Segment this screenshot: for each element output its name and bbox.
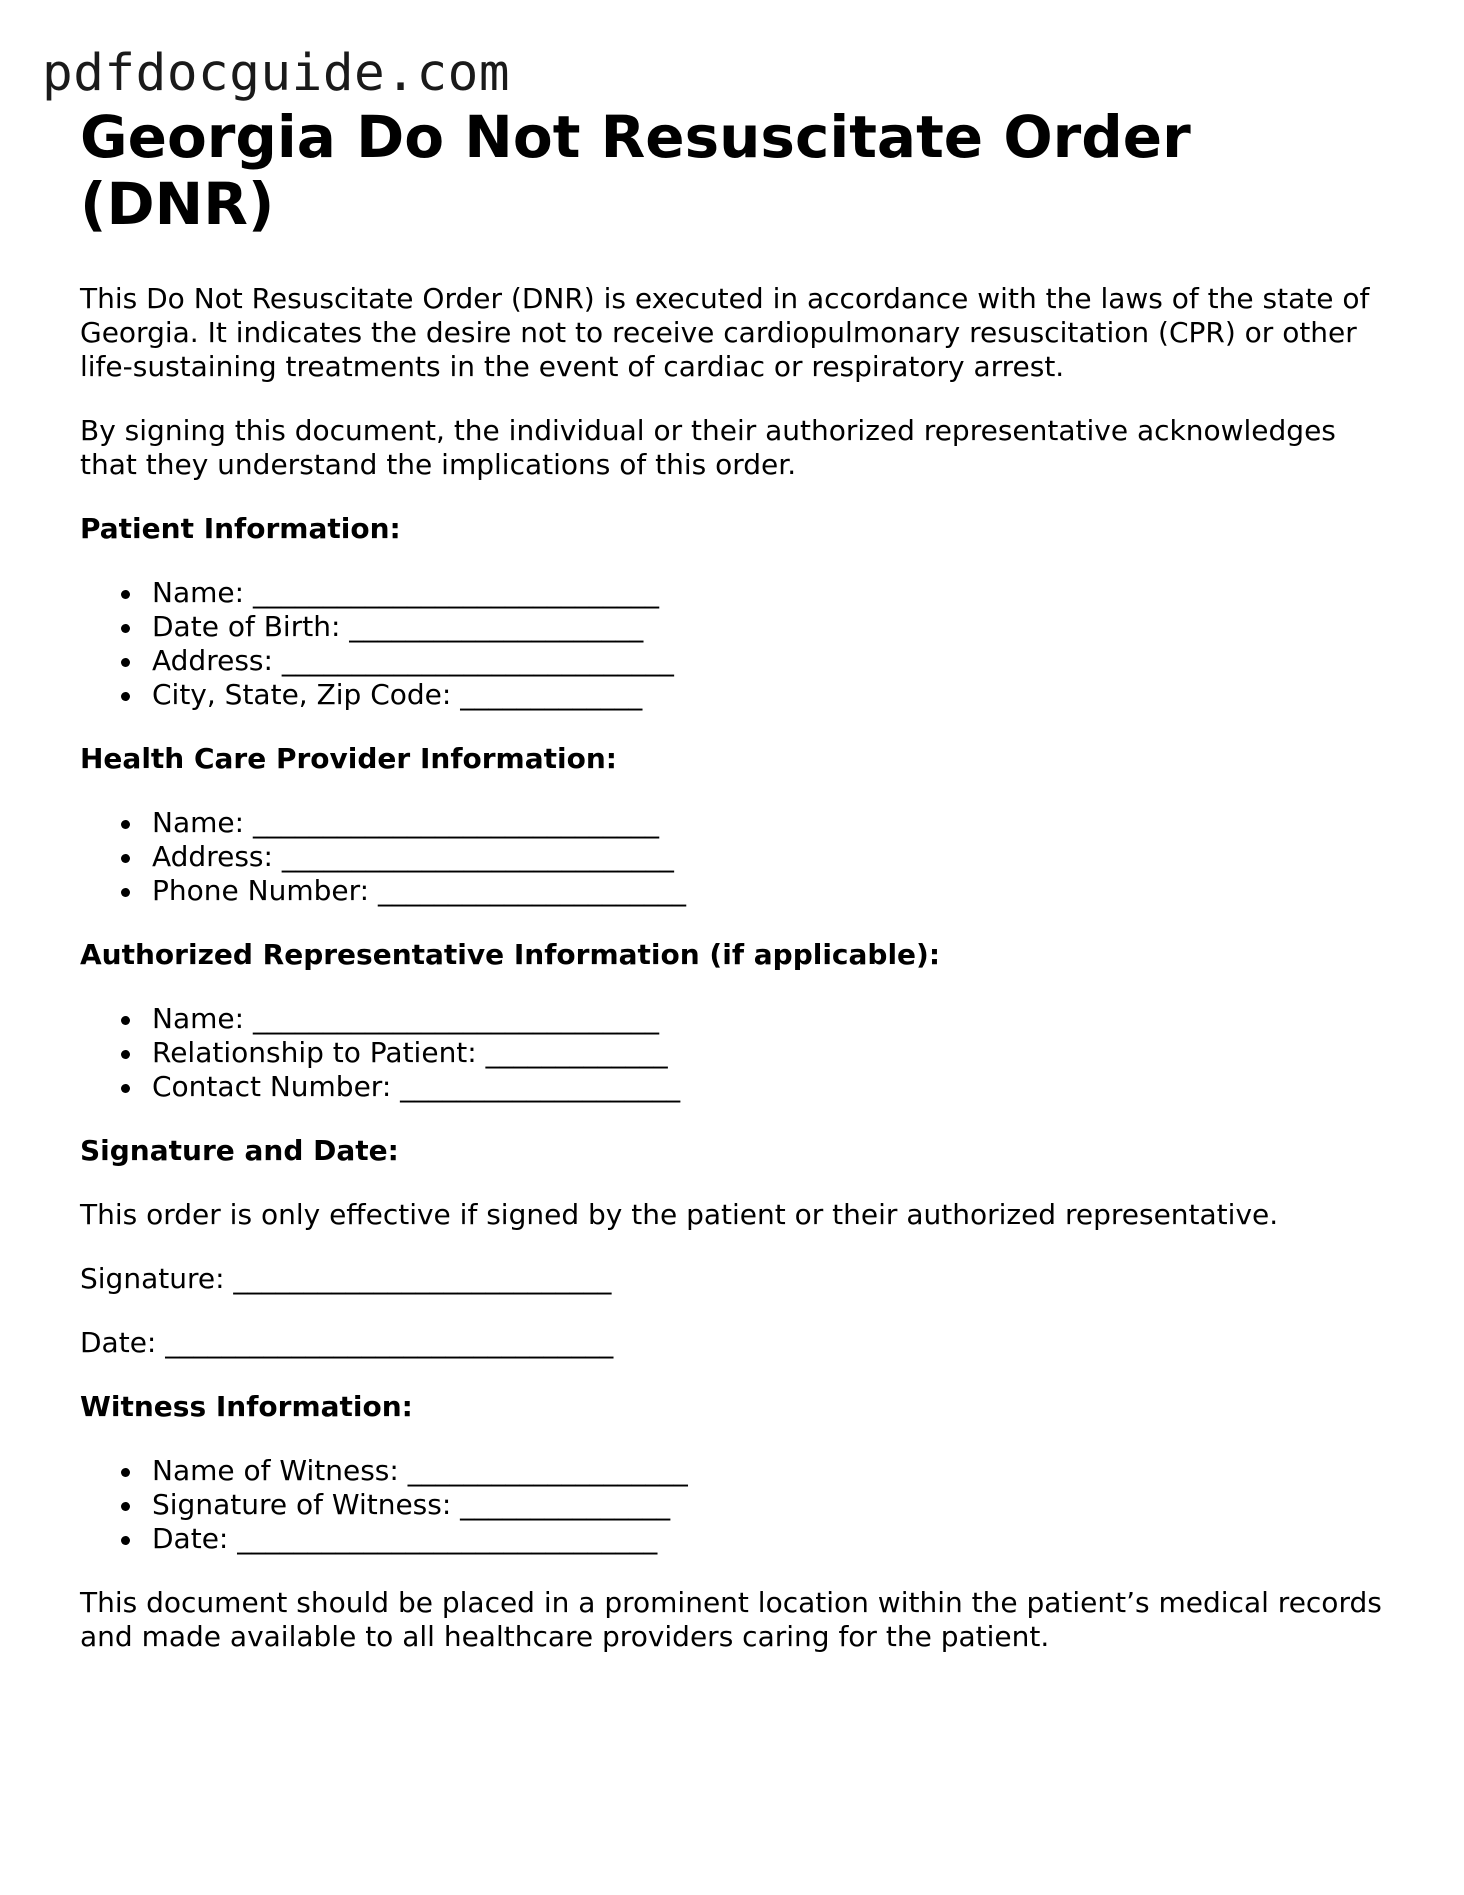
representative-info-list [80, 1002, 1400, 1104]
representative-relationship-field: Relationship to Patient: _____________ [152, 1036, 1400, 1070]
bullet-icon [121, 1468, 130, 1477]
witness-signature-field: Signature of Witness: _______________ [152, 1488, 1400, 1522]
patient-name-field: Name: _____________________________ [152, 576, 1400, 610]
patient-section-heading: Patient Information: [80, 512, 401, 545]
patient-dob-field: Date of Birth: _____________________ [152, 610, 1400, 644]
bullet-icon [121, 590, 130, 599]
bullet-icon [121, 1084, 130, 1093]
signature-section-heading: Signature and Date: [80, 1134, 399, 1167]
witness-section-heading: Witness Information: [80, 1390, 413, 1423]
bullet-icon [121, 820, 130, 829]
intro-paragraph: This Do Not Resuscitate Order (DNR) is executed in accordance with the laws of the state of Georgia. It indicates the desire not to receive cardiopulmonary resuscitation (CPR) or other life-sustaining treatments in the event of cardiac or respiratory arrest. [80, 282, 1370, 383]
patient-info-list [80, 576, 1400, 712]
closing-paragraph: This document should be placed in a prominent location within the patient’s medical records and made available to all healthcare providers caring for the patient. [80, 1586, 1382, 1653]
provider-phone-field: Phone Number: ______________________ [152, 874, 1400, 908]
bullet-icon [121, 1050, 130, 1059]
document-page [80, 104, 1400, 1684]
document-title: Georgia Do Not Resuscitate Order (DNR) [80, 103, 1191, 238]
bullet-icon [121, 624, 130, 633]
representative-section-heading: Authorized Representative Information (if applicable): [80, 938, 941, 971]
bullet-icon [121, 1016, 130, 1025]
watermark: pdfdocguide.com [42, 44, 511, 103]
provider-info-list [80, 806, 1400, 908]
provider-section-heading: Health Care Provider Information: [80, 742, 617, 775]
witness-name-field: Name of Witness: ____________________ [152, 1454, 1400, 1488]
bullet-icon [121, 854, 130, 863]
signature-note: This order is only effective if signed by the patient or their authorized representative. [80, 1198, 1279, 1231]
signature-line: Signature: ___________________________ [80, 1262, 612, 1295]
witness-date-field: Date: ______________________________ [152, 1522, 1400, 1556]
representative-name-field: Name: _____________________________ [152, 1002, 1400, 1036]
provider-name-field: Name: _____________________________ [152, 806, 1400, 840]
provider-address-field: Address: ____________________________ [152, 840, 1400, 874]
witness-info-list [80, 1454, 1400, 1556]
bullet-icon [121, 658, 130, 667]
representative-contact-field: Contact Number: ____________________ [152, 1070, 1400, 1104]
bullet-icon [121, 692, 130, 701]
patient-address-field: Address: ____________________________ [152, 644, 1400, 678]
acknowledgement-paragraph: By signing this document, the individual or their authorized representative acknowledges that they understand the implications of this order. [80, 414, 1336, 481]
bullet-icon [121, 1536, 130, 1545]
patient-city-state-zip-field: City, State, Zip Code: _____________ [152, 678, 1400, 712]
bullet-icon [121, 1502, 130, 1511]
bullet-icon [121, 888, 130, 897]
date-line: Date: ________________________________ [80, 1326, 614, 1359]
